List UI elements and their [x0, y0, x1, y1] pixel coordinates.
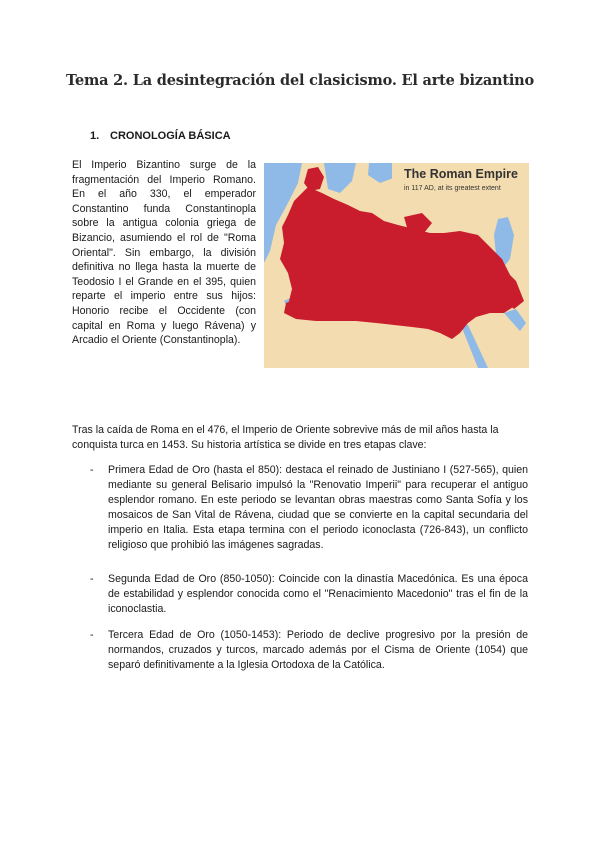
section-number: 1. — [90, 130, 100, 142]
section-heading — [90, 130, 231, 142]
list-item — [90, 463, 528, 553]
history-paragraph: Tras la caída de Roma en el 476, el Imperio de Oriente sobrevive más de mil años hasta la conquista turca en 1453. Su historia artística se divide en tres etapas clave: — [72, 424, 499, 451]
roman-empire-map — [264, 163, 529, 368]
bullet-text: Segunda Edad de Oro (850-1050): Coincide con la dinastía Macedónica. Es una época de estabilidad y esplendor conocida como el "Renacimiento Macedonio" tras el fin de la iconoclastia. — [108, 573, 528, 615]
bullet-dash: - — [90, 573, 94, 585]
intro-paragraph: El Imperio Bizantino surge de la fragmentación del Imperio Romano. En el año 330, el emperador Constantino funda Constantinopla sobre la antigua colonia griega de Bizancio, asumiendo el rol de "Roma Oriental". Sin embargo, la división definitiva no llega hasta la muerte de Teodosio I el Grande en el 395, quien reparte el imperio entre sus hijos: Honorio recibe el Occidente (con capital en Roma y luego Rávena) y Arcadio el Oriente (Constantinopla). — [72, 159, 256, 347]
list-item — [90, 572, 528, 617]
list-item — [90, 628, 528, 673]
map-title: The Roman Empire — [404, 167, 518, 181]
bullet-dash: - — [90, 464, 94, 476]
bullet-text: Primera Edad de Oro (hasta el 850): destaca el reinado de Justiniano I (527-565), quien mediante su general Belisario impulsó la "Renovatio Imperii" para recuperar el antiguo esplendor romano. En este periodo se levantan obras maestras como Santa Sofía y los mosaicos de San Vital de Rávena, ciudad que se convierte en la capital secundaria del imperio en Italia. Esta etapa termina con el periodo iconoclasta (726-843), un conflicto religioso que prohibió las imágenes sagradas. — [108, 464, 528, 551]
map-subtitle: in 117 AD, at its greatest extent — [404, 185, 501, 192]
bullet-text: Tercera Edad de Oro (1050-1453): Periodo de declive progresivo por la presión de normandos, cruzados y turcos, marcado además por el Cisma de Oriente (1054) que separó definitivamente a la Iglesia Ortodoxa de la Católica. — [108, 629, 528, 671]
bullet-dash: - — [90, 629, 94, 641]
section-title: CRONOLOGÍA BÁSICA — [110, 130, 231, 142]
page-title: Tema 2. La desintegración del clasicismo. El arte bizantino — [66, 72, 534, 89]
